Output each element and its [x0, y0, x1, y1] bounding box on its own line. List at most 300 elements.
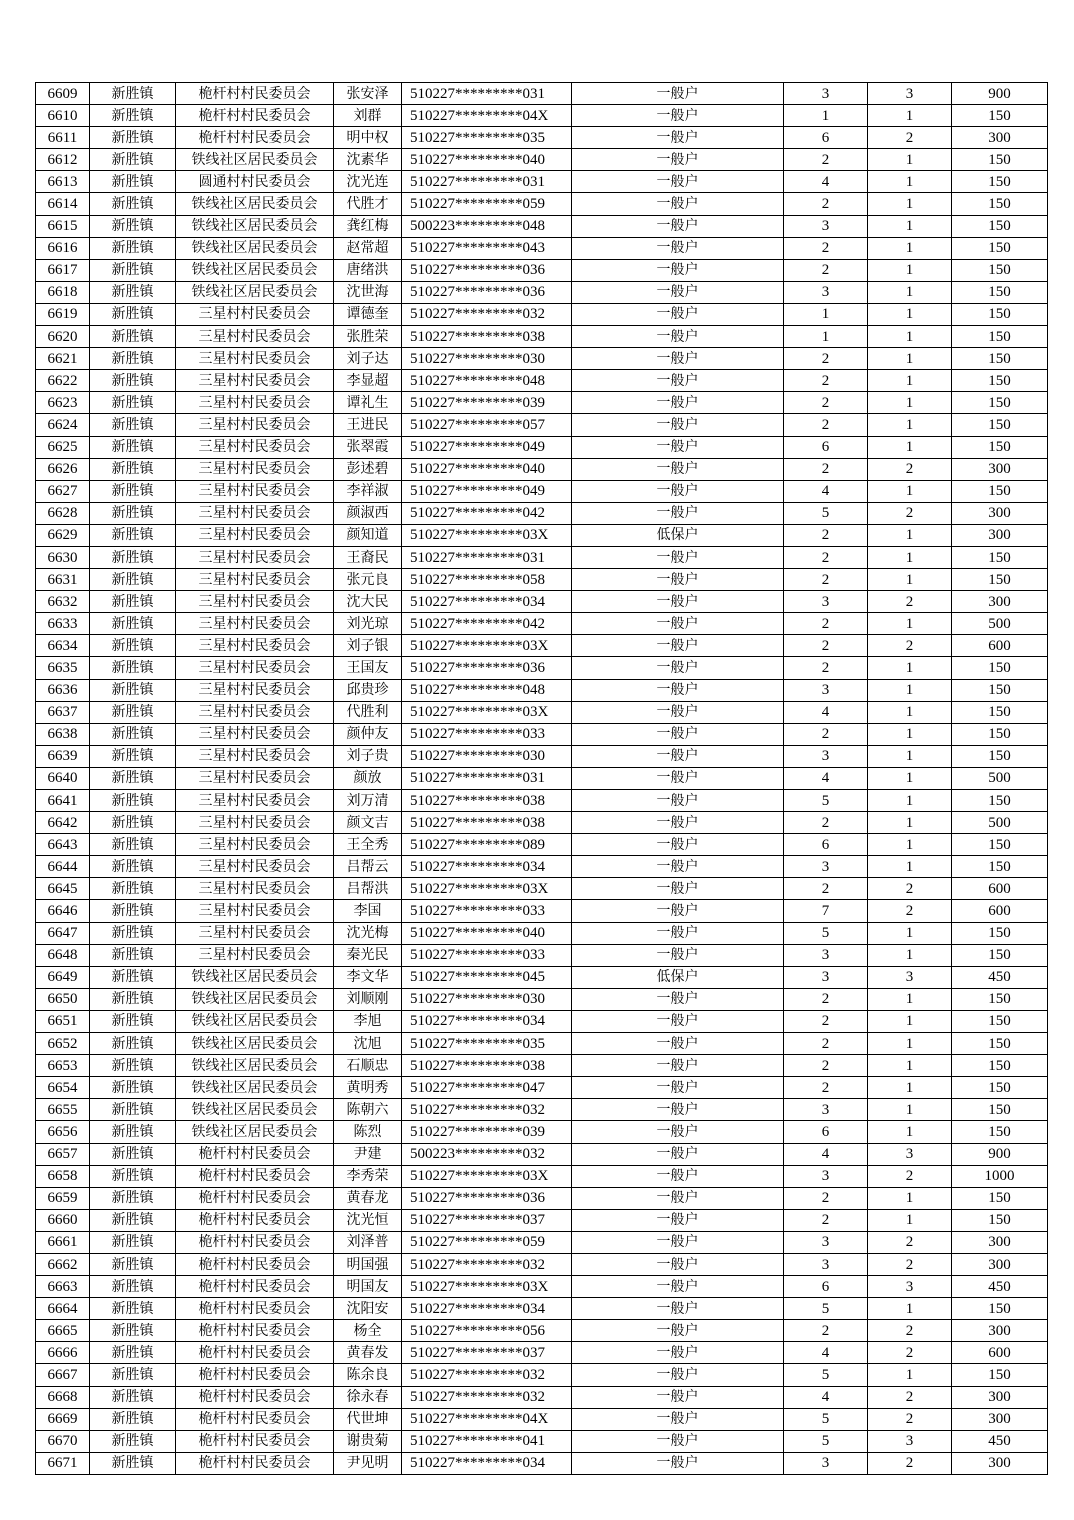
row-number: 6634: [36, 635, 90, 657]
town-cell: 新胜镇: [90, 259, 176, 281]
id-number-cell: 510227*********040: [402, 922, 572, 944]
id-number-cell: 510227*********036: [402, 1187, 572, 1209]
row-number: 6669: [36, 1408, 90, 1430]
amount-cell: 150: [952, 326, 1048, 348]
name-cell: 刘光琼: [334, 613, 402, 635]
amount-cell: 300: [952, 502, 1048, 524]
household-type-cell: 低保户: [572, 524, 784, 546]
id-number-cell: 510227*********058: [402, 569, 572, 591]
amount-cell: 900: [952, 1143, 1048, 1165]
family-size-cell: 2: [784, 613, 868, 635]
count-cell: 2: [868, 635, 952, 657]
count-cell: 1: [868, 105, 952, 127]
name-cell: 代胜才: [334, 193, 402, 215]
name-cell: 王全秀: [334, 834, 402, 856]
name-cell: 陈烈: [334, 1121, 402, 1143]
family-size-cell: 3: [784, 1231, 868, 1253]
name-cell: 邱贵珍: [334, 679, 402, 701]
amount-cell: 450: [952, 966, 1048, 988]
row-number: 6630: [36, 546, 90, 568]
id-number-cell: 510227*********030: [402, 988, 572, 1010]
committee-cell: 铁线社区居民委员会: [176, 1055, 334, 1077]
family-size-cell: 2: [784, 149, 868, 171]
row-number: 6638: [36, 723, 90, 745]
town-cell: 新胜镇: [90, 1452, 176, 1474]
count-cell: 1: [868, 1099, 952, 1121]
town-cell: 新胜镇: [90, 1408, 176, 1430]
name-cell: 陈余良: [334, 1364, 402, 1386]
amount-cell: 600: [952, 635, 1048, 657]
row-number: 6668: [36, 1386, 90, 1408]
row-number: 6610: [36, 105, 90, 127]
amount-cell: 150: [952, 679, 1048, 701]
table-row: [36, 657, 1048, 679]
town-cell: 新胜镇: [90, 458, 176, 480]
table-row: [36, 569, 1048, 591]
committee-cell: 三星村村民委员会: [176, 723, 334, 745]
family-size-cell: 1: [784, 105, 868, 127]
family-size-cell: 2: [784, 546, 868, 568]
committee-cell: 三星村村民委员会: [176, 878, 334, 900]
committee-cell: 三星村村民委员会: [176, 900, 334, 922]
row-number: 6645: [36, 878, 90, 900]
household-type-cell: 一般户: [572, 1143, 784, 1165]
family-size-cell: 3: [784, 1452, 868, 1474]
table-row: [36, 215, 1048, 237]
family-size-cell: 2: [784, 1320, 868, 1342]
table-row: [36, 1209, 1048, 1231]
household-type-cell: 一般户: [572, 900, 784, 922]
table-row: [36, 591, 1048, 613]
amount-cell: 600: [952, 900, 1048, 922]
amount-cell: 500: [952, 767, 1048, 789]
town-cell: 新胜镇: [90, 1099, 176, 1121]
id-number-cell: 510227*********039: [402, 1121, 572, 1143]
count-cell: 2: [868, 878, 952, 900]
town-cell: 新胜镇: [90, 812, 176, 834]
amount-cell: 600: [952, 1342, 1048, 1364]
family-size-cell: 2: [784, 414, 868, 436]
household-type-cell: 一般户: [572, 436, 784, 458]
family-size-cell: 2: [784, 348, 868, 370]
row-number: 6667: [36, 1364, 90, 1386]
name-cell: 谢贵菊: [334, 1430, 402, 1452]
household-type-cell: 一般户: [572, 701, 784, 723]
table-row: [36, 679, 1048, 701]
name-cell: 尹见明: [334, 1452, 402, 1474]
row-number: 6623: [36, 392, 90, 414]
family-size-cell: 2: [784, 1033, 868, 1055]
count-cell: 1: [868, 193, 952, 215]
count-cell: 1: [868, 1364, 952, 1386]
name-cell: 彭述碧: [334, 458, 402, 480]
row-number: 6637: [36, 701, 90, 723]
name-cell: 陈朝六: [334, 1099, 402, 1121]
committee-cell: 桅杆村村民委员会: [176, 83, 334, 105]
row-number: 6662: [36, 1253, 90, 1275]
name-cell: 吕帮云: [334, 856, 402, 878]
id-number-cell: 510227*********030: [402, 348, 572, 370]
committee-cell: 桅杆村村民委员会: [176, 1342, 334, 1364]
row-number: 6639: [36, 745, 90, 767]
count-cell: 2: [868, 1253, 952, 1275]
name-cell: 黄春龙: [334, 1187, 402, 1209]
id-number-cell: 510227*********033: [402, 723, 572, 745]
town-cell: 新胜镇: [90, 326, 176, 348]
table-row: [36, 745, 1048, 767]
household-type-cell: 一般户: [572, 591, 784, 613]
name-cell: 李文华: [334, 966, 402, 988]
id-number-cell: 510227*********041: [402, 1430, 572, 1452]
household-type-cell: 一般户: [572, 1010, 784, 1032]
name-cell: 龚红梅: [334, 215, 402, 237]
row-number: 6659: [36, 1187, 90, 1209]
household-type-cell: 一般户: [572, 171, 784, 193]
count-cell: 1: [868, 546, 952, 568]
amount-cell: 1000: [952, 1165, 1048, 1187]
count-cell: 3: [868, 1143, 952, 1165]
household-type-cell: 一般户: [572, 1253, 784, 1275]
name-cell: 刘群: [334, 105, 402, 127]
id-number-cell: 500223*********032: [402, 1143, 572, 1165]
household-type-cell: 一般户: [572, 1276, 784, 1298]
row-number: 6632: [36, 591, 90, 613]
count-cell: 2: [868, 900, 952, 922]
count-cell: 2: [868, 1165, 952, 1187]
name-cell: 颜知道: [334, 524, 402, 546]
committee-cell: 桅杆村村民委员会: [176, 1187, 334, 1209]
name-cell: 李旭: [334, 1010, 402, 1032]
household-type-cell: 一般户: [572, 569, 784, 591]
row-number: 6611: [36, 127, 90, 149]
amount-cell: 150: [952, 745, 1048, 767]
name-cell: 沈光恒: [334, 1209, 402, 1231]
committee-cell: 铁线社区居民委员会: [176, 988, 334, 1010]
amount-cell: 150: [952, 480, 1048, 502]
count-cell: 1: [868, 414, 952, 436]
family-size-cell: 5: [784, 922, 868, 944]
household-type-cell: 一般户: [572, 1298, 784, 1320]
id-number-cell: 510227*********047: [402, 1077, 572, 1099]
committee-cell: 三星村村民委员会: [176, 812, 334, 834]
household-type-cell: 一般户: [572, 613, 784, 635]
household-type-cell: 一般户: [572, 392, 784, 414]
table-row: [36, 348, 1048, 370]
count-cell: 1: [868, 856, 952, 878]
family-size-cell: 3: [784, 281, 868, 303]
name-cell: 沈阳安: [334, 1298, 402, 1320]
amount-cell: 150: [952, 569, 1048, 591]
document-sheet: [35, 82, 1047, 1475]
town-cell: 新胜镇: [90, 1430, 176, 1452]
table-row: [36, 1010, 1048, 1032]
row-number: 6633: [36, 613, 90, 635]
committee-cell: 铁线社区居民委员会: [176, 1033, 334, 1055]
amount-cell: 900: [952, 83, 1048, 105]
row-number: 6665: [36, 1320, 90, 1342]
row-number: 6624: [36, 414, 90, 436]
id-number-cell: 510227*********031: [402, 767, 572, 789]
town-cell: 新胜镇: [90, 922, 176, 944]
name-cell: 沈素华: [334, 149, 402, 171]
family-size-cell: 4: [784, 1342, 868, 1364]
id-number-cell: 510227*********048: [402, 679, 572, 701]
household-type-cell: 一般户: [572, 105, 784, 127]
id-number-cell: 510227*********035: [402, 1033, 572, 1055]
count-cell: 1: [868, 149, 952, 171]
id-number-cell: 510227*********043: [402, 237, 572, 259]
count-cell: 1: [868, 171, 952, 193]
id-number-cell: 510227*********033: [402, 900, 572, 922]
committee-cell: 铁线社区居民委员会: [176, 281, 334, 303]
id-number-cell: 510227*********038: [402, 790, 572, 812]
row-number: 6646: [36, 900, 90, 922]
committee-cell: 三星村村民委员会: [176, 790, 334, 812]
town-cell: 新胜镇: [90, 834, 176, 856]
count-cell: 1: [868, 922, 952, 944]
table-row: [36, 1231, 1048, 1253]
amount-cell: 150: [952, 856, 1048, 878]
amount-cell: 150: [952, 281, 1048, 303]
town-cell: 新胜镇: [90, 1165, 176, 1187]
row-number: 6622: [36, 370, 90, 392]
family-size-cell: 5: [784, 502, 868, 524]
amount-cell: 150: [952, 701, 1048, 723]
table-row: [36, 83, 1048, 105]
amount-cell: 150: [952, 1187, 1048, 1209]
amount-cell: 150: [952, 171, 1048, 193]
count-cell: 2: [868, 1452, 952, 1474]
count-cell: 2: [868, 127, 952, 149]
name-cell: 赵常超: [334, 237, 402, 259]
row-number: 6671: [36, 1452, 90, 1474]
id-number-cell: 510227*********032: [402, 1386, 572, 1408]
table-row: [36, 1408, 1048, 1430]
table-row: [36, 944, 1048, 966]
household-type-cell: 一般户: [572, 1430, 784, 1452]
table-row: [36, 1121, 1048, 1143]
family-size-cell: 6: [784, 436, 868, 458]
table-row: [36, 546, 1048, 568]
town-cell: 新胜镇: [90, 635, 176, 657]
committee-cell: 铁线社区居民委员会: [176, 215, 334, 237]
table-row: [36, 966, 1048, 988]
name-cell: 刘万清: [334, 790, 402, 812]
id-number-cell: 510227*********032: [402, 1364, 572, 1386]
committee-cell: 三星村村民委员会: [176, 348, 334, 370]
family-size-cell: 1: [784, 326, 868, 348]
row-number: 6631: [36, 569, 90, 591]
committee-cell: 桅杆村村民委员会: [176, 1143, 334, 1165]
committee-cell: 三星村村民委员会: [176, 569, 334, 591]
row-number: 6656: [36, 1121, 90, 1143]
table-row: [36, 900, 1048, 922]
amount-cell: 300: [952, 1231, 1048, 1253]
count-cell: 1: [868, 988, 952, 1010]
town-cell: 新胜镇: [90, 1033, 176, 1055]
household-type-cell: 一般户: [572, 259, 784, 281]
row-number: 6663: [36, 1276, 90, 1298]
id-number-cell: 510227*********038: [402, 326, 572, 348]
name-cell: 李祥淑: [334, 480, 402, 502]
family-size-cell: 5: [784, 1430, 868, 1452]
household-type-cell: 一般户: [572, 502, 784, 524]
household-type-cell: 一般户: [572, 1033, 784, 1055]
household-type-cell: 一般户: [572, 1452, 784, 1474]
household-type-cell: 一般户: [572, 657, 784, 679]
table-row: [36, 1165, 1048, 1187]
town-cell: 新胜镇: [90, 1187, 176, 1209]
row-number: 6652: [36, 1033, 90, 1055]
amount-cell: 150: [952, 1099, 1048, 1121]
amount-cell: 150: [952, 215, 1048, 237]
town-cell: 新胜镇: [90, 767, 176, 789]
count-cell: 1: [868, 392, 952, 414]
name-cell: 颜淑西: [334, 502, 402, 524]
committee-cell: 三星村村民委员会: [176, 701, 334, 723]
committee-cell: 桅杆村村民委员会: [176, 105, 334, 127]
count-cell: 2: [868, 1342, 952, 1364]
count-cell: 1: [868, 480, 952, 502]
row-number: 6644: [36, 856, 90, 878]
id-number-cell: 510227*********049: [402, 480, 572, 502]
count-cell: 3: [868, 966, 952, 988]
amount-cell: 300: [952, 127, 1048, 149]
id-number-cell: 510227*********037: [402, 1209, 572, 1231]
amount-cell: 150: [952, 370, 1048, 392]
household-type-cell: 一般户: [572, 193, 784, 215]
committee-cell: 桅杆村村民委员会: [176, 1430, 334, 1452]
row-number: 6625: [36, 436, 90, 458]
id-number-cell: 510227*********042: [402, 613, 572, 635]
name-cell: 沈大民: [334, 591, 402, 613]
count-cell: 1: [868, 259, 952, 281]
count-cell: 2: [868, 1231, 952, 1253]
town-cell: 新胜镇: [90, 1209, 176, 1231]
household-type-cell: 一般户: [572, 1187, 784, 1209]
family-size-cell: 3: [784, 1099, 868, 1121]
row-number: 6613: [36, 171, 90, 193]
count-cell: 2: [868, 1386, 952, 1408]
table-row: [36, 1187, 1048, 1209]
count-cell: 1: [868, 326, 952, 348]
name-cell: 明中权: [334, 127, 402, 149]
committee-cell: 三星村村民委员会: [176, 591, 334, 613]
id-number-cell: 510227*********038: [402, 812, 572, 834]
household-type-cell: 一般户: [572, 1364, 784, 1386]
name-cell: 沈世海: [334, 281, 402, 303]
town-cell: 新胜镇: [90, 1253, 176, 1275]
count-cell: 1: [868, 237, 952, 259]
family-size-cell: 3: [784, 856, 868, 878]
family-size-cell: 2: [784, 988, 868, 1010]
committee-cell: 三星村村民委员会: [176, 657, 334, 679]
household-type-cell: 一般户: [572, 790, 784, 812]
count-cell: 1: [868, 745, 952, 767]
household-type-cell: 一般户: [572, 149, 784, 171]
count-cell: 1: [868, 1077, 952, 1099]
table-row: [36, 414, 1048, 436]
row-number: 6658: [36, 1165, 90, 1187]
name-cell: 谭礼生: [334, 392, 402, 414]
row-number: 6626: [36, 458, 90, 480]
id-number-cell: 510227*********04X: [402, 105, 572, 127]
row-number: 6664: [36, 1298, 90, 1320]
committee-cell: 三星村村民委员会: [176, 679, 334, 701]
count-cell: 1: [868, 1187, 952, 1209]
name-cell: 李秀荣: [334, 1165, 402, 1187]
committee-cell: 铁线社区居民委员会: [176, 237, 334, 259]
name-cell: 沈光梅: [334, 922, 402, 944]
town-cell: 新胜镇: [90, 1386, 176, 1408]
row-number: 6657: [36, 1143, 90, 1165]
town-cell: 新胜镇: [90, 105, 176, 127]
id-number-cell: 510227*********056: [402, 1320, 572, 1342]
amount-cell: 150: [952, 1055, 1048, 1077]
count-cell: 1: [868, 1121, 952, 1143]
amount-cell: 150: [952, 193, 1048, 215]
row-number: 6619: [36, 303, 90, 325]
household-type-cell: 一般户: [572, 215, 784, 237]
name-cell: 张翠霞: [334, 436, 402, 458]
family-size-cell: 6: [784, 834, 868, 856]
table-row: [36, 723, 1048, 745]
family-size-cell: 2: [784, 193, 868, 215]
table-row: [36, 105, 1048, 127]
committee-cell: 桅杆村村民委员会: [176, 1298, 334, 1320]
name-cell: 徐永春: [334, 1386, 402, 1408]
family-size-cell: 2: [784, 657, 868, 679]
family-size-cell: 2: [784, 635, 868, 657]
family-size-cell: 2: [784, 723, 868, 745]
household-type-cell: 一般户: [572, 127, 784, 149]
amount-cell: 150: [952, 259, 1048, 281]
family-size-cell: 7: [784, 900, 868, 922]
amount-cell: 300: [952, 1452, 1048, 1474]
id-number-cell: 510227*********031: [402, 546, 572, 568]
id-number-cell: 510227*********048: [402, 370, 572, 392]
table-row: [36, 767, 1048, 789]
table-row: [36, 1077, 1048, 1099]
row-number: 6648: [36, 944, 90, 966]
amount-cell: 300: [952, 524, 1048, 546]
row-number: 6614: [36, 193, 90, 215]
row-number: 6615: [36, 215, 90, 237]
id-number-cell: 510227*********031: [402, 171, 572, 193]
row-number: 6617: [36, 259, 90, 281]
row-number: 6650: [36, 988, 90, 1010]
table-row: [36, 701, 1048, 723]
amount-cell: 150: [952, 1010, 1048, 1032]
amount-cell: 150: [952, 790, 1048, 812]
table-row: [36, 392, 1048, 414]
town-cell: 新胜镇: [90, 657, 176, 679]
committee-cell: 三星村村民委员会: [176, 834, 334, 856]
row-number: 6642: [36, 812, 90, 834]
row-number: 6621: [36, 348, 90, 370]
id-number-cell: 510227*********03X: [402, 1276, 572, 1298]
committee-cell: 三星村村民委员会: [176, 370, 334, 392]
committee-cell: 三星村村民委员会: [176, 856, 334, 878]
amount-cell: 150: [952, 303, 1048, 325]
committee-cell: 桅杆村村民委员会: [176, 1253, 334, 1275]
count-cell: 1: [868, 569, 952, 591]
town-cell: 新胜镇: [90, 1010, 176, 1032]
count-cell: 1: [868, 790, 952, 812]
household-type-cell: 一般户: [572, 723, 784, 745]
id-number-cell: 510227*********038: [402, 1055, 572, 1077]
family-size-cell: 2: [784, 1187, 868, 1209]
